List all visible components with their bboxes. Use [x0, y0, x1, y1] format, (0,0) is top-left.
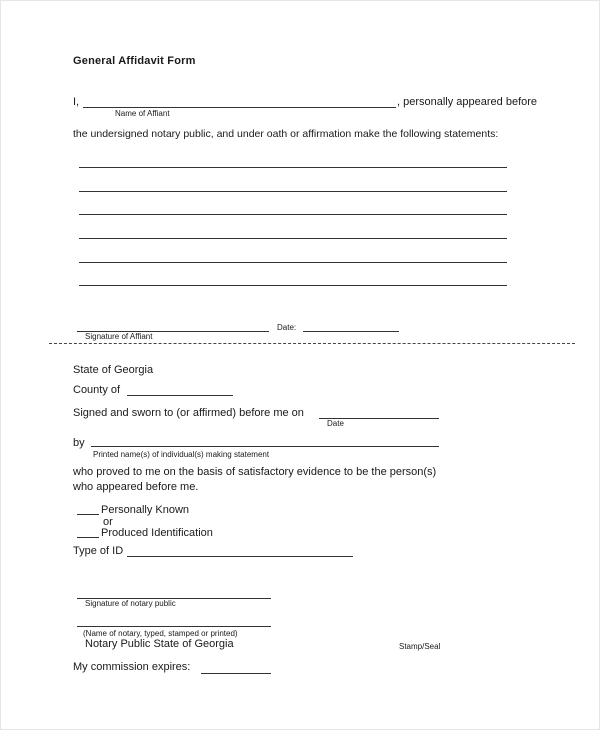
stamp-seal-label: Stamp/Seal [399, 642, 441, 651]
signed-sworn-label: Signed and sworn to (or affirmed) before me on [73, 407, 304, 419]
state-label: State of Georgia [73, 364, 154, 376]
notary-signature-caption: Signature of notary public [85, 599, 176, 608]
sworn-date-caption: Date [327, 419, 344, 428]
statement-line[interactable] [79, 167, 507, 168]
statement-line[interactable] [79, 214, 507, 215]
date-label: Date: [277, 323, 297, 332]
statement-line[interactable] [79, 285, 507, 286]
by-label: by [73, 437, 85, 449]
affiant-date-field[interactable] [303, 331, 399, 332]
section-divider [49, 343, 575, 344]
affiant-name-caption: Name of Affiant [115, 109, 170, 118]
type-of-id-label: Type of ID [73, 545, 124, 557]
statement-line[interactable] [79, 191, 507, 192]
affiant-signature-caption: Signature of Affiant [85, 332, 153, 341]
printed-names-field[interactable] [91, 446, 439, 447]
personally-known-check[interactable] [77, 514, 99, 515]
notary-public-state: Notary Public State of Georgia [85, 638, 234, 650]
commission-expires-field[interactable] [201, 673, 271, 674]
produced-id-check[interactable] [77, 537, 99, 538]
produced-id-label: Produced Identification [101, 527, 213, 539]
or-label: or [103, 516, 113, 528]
commission-label: My commission expires: [73, 661, 191, 673]
county-label: County of [73, 384, 121, 396]
intro-prefix: I, [73, 96, 80, 108]
form-title: General Affidavit Form [73, 55, 196, 67]
notary-name-field[interactable] [77, 626, 271, 627]
printed-names-caption: Printed name(s) of individual(s) making statement [93, 450, 270, 459]
notary-name-caption: (Name of notary, typed, stamped or printed) [83, 629, 238, 638]
type-of-id-field[interactable] [127, 556, 353, 557]
proof-line-2: who appeared before me. [73, 481, 199, 493]
affiant-name-field[interactable] [83, 107, 396, 108]
statement-line[interactable] [79, 238, 507, 239]
intro-suffix: , personally appeared before [397, 96, 538, 108]
proof-line-1: who proved to me on the basis of satisfactory evidence to be the person(s) [73, 466, 437, 478]
statement-line[interactable] [79, 262, 507, 263]
personally-known-label: Personally Known [101, 504, 190, 516]
county-field[interactable] [127, 395, 233, 396]
intro-continuation: the undersigned notary public, and under oath or affirmation make the following statements: [73, 128, 499, 140]
